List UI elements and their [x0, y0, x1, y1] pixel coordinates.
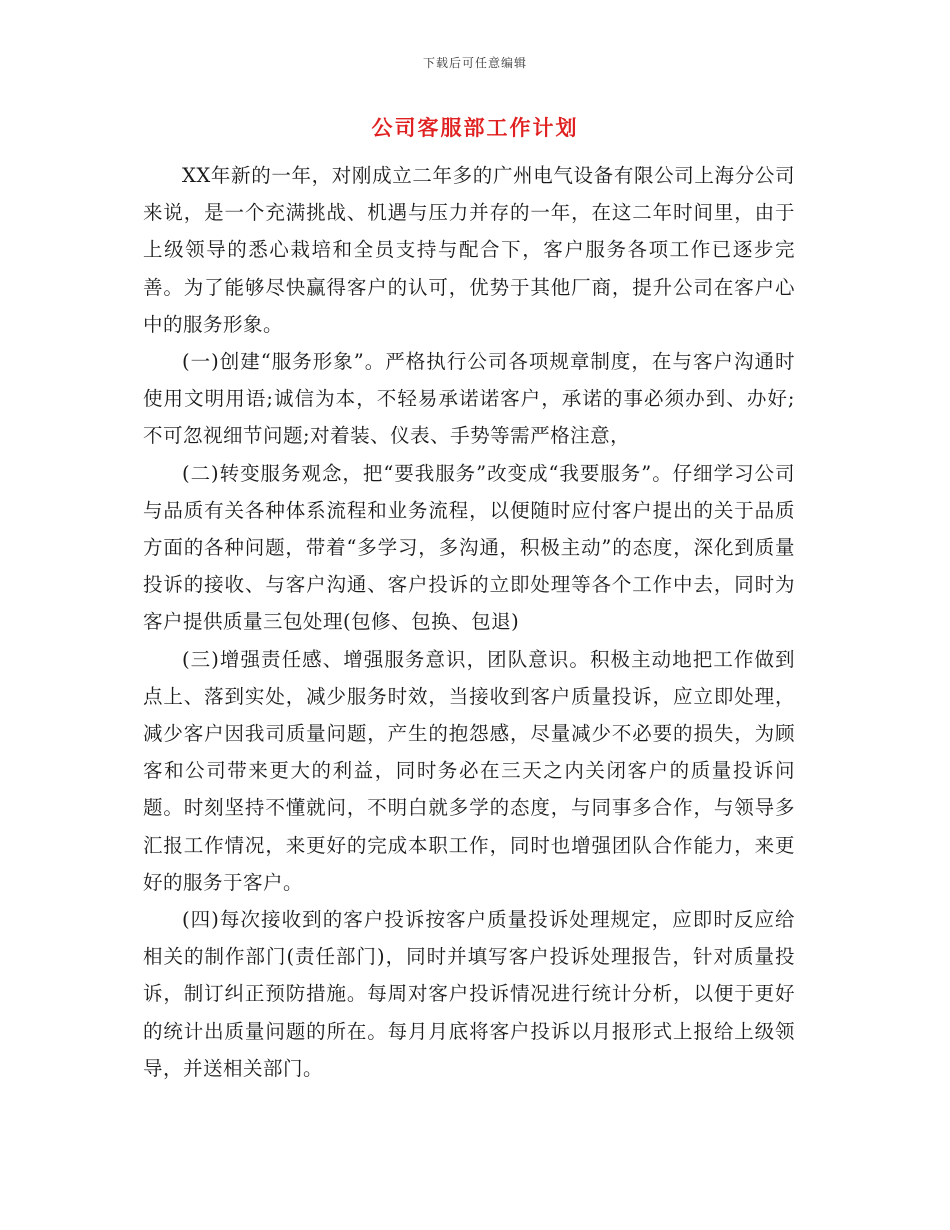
- document-body: [143, 157, 795, 1087]
- document-title: 公司客服部工作计划: [371, 115, 579, 140]
- paragraph-section-2: (二)转变服务观念，把“要我服务”改变成“我要服务”。仔细学习公司与品质有关各种体系流程和业务流程，以便随时应付客户提出的关于品质方面的各种问题，带着“多学习，多沟通，积极主动”的态度，深化到质量投诉的接收、与客户沟通、客户投诉的立即处理等各个工作中去，同时为客户提供质量三包处理(包修、包换、包退): [143, 461, 795, 634]
- paragraph-section-1: (一)创建“服务形象”。严格执行公司各项规章制度，在与客户沟通时使用文明用语;诚信为本，不轻易承诺诺客户，承诺的事必须办到、办好;不可忽视细节问题;对着装、仪表、手势等需严格注意，: [143, 350, 795, 448]
- paragraph-section-3: (三)增强责任感、增强服务意识，团队意识。积极主动地把工作做到点上、落到实处，减少服务时效，当接收到客户质量投诉，应立即处理，减少客户因我司质量问题，产生的抱怨感，尽量减少不必要的损失，为顾客和公司带来更大的利益，同时务必在三天之内关闭客户的质量投诉问题。时刻坚持不懂就问，不明白就多学的态度，与同事多合作，与领导多汇报工作情况，来更好的完成本职工作，同时也增强团队合作能力，来更好的服务于客户。: [143, 647, 795, 894]
- paragraph-intro: XX年新的一年，对刚成立二年多的广州电气设备有限公司上海分公司来说，是一个充满挑战、机遇与压力并存的一年，在这二年时间里，由于上级领导的悉心栽培和全员支持与配合下，客户服务各项工作已逐步完善。为了能够尽快赢得客户的认可，优势于其他厂商，提升公司在客户心中的服务形象。: [143, 164, 795, 336]
- header-note: 下载后可任意编辑: [422, 56, 527, 70]
- paragraph-section-4: (四)每次接收到的客户投诉按客户质量投诉处理规定，应即时反应给相关的制作部门(责任部门)，同时并填写客户投诉处理报告，针对质量投诉，制订纠正预防措施。每周对客户投诉情况进行统计分析，以便于更好的统计出质量问题的所在。每月月底将客户投诉以月报形式上报给上级领导，并送相关部门。: [143, 908, 795, 1080]
